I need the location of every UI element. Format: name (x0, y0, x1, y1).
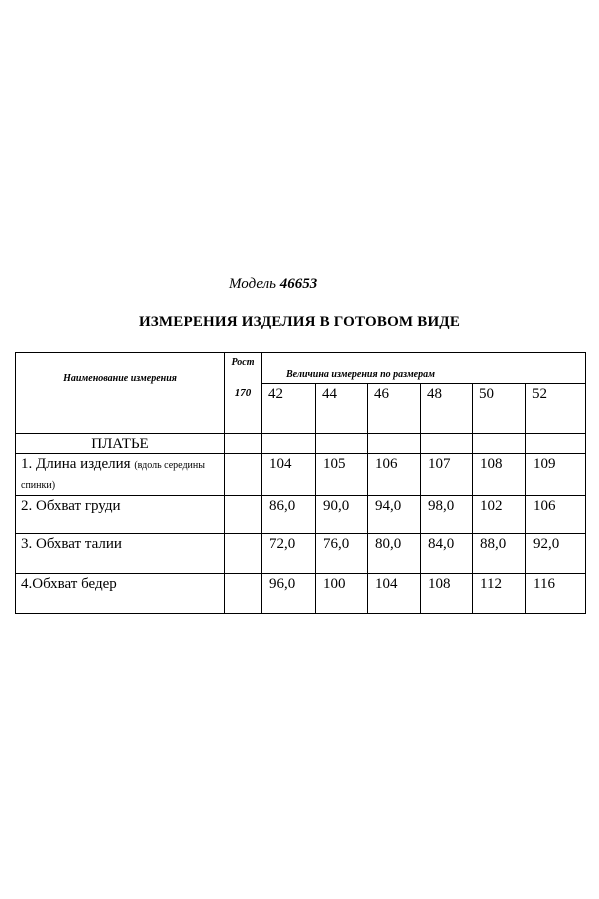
table-row (16, 496, 586, 534)
size-header-cell: 44 (316, 384, 368, 434)
height-cell (225, 574, 262, 614)
measurement-name-text: 2. Обхват груди (21, 498, 121, 514)
header-sizes: Величина измерения по размерам (262, 353, 586, 384)
value-cell: 104 (262, 454, 316, 496)
value-cell: 72,0 (262, 534, 316, 574)
header-measurement-name: Наименование измерения (16, 353, 225, 434)
section-label: ПЛАТЬЕ (16, 434, 225, 454)
measurement-name (16, 496, 225, 534)
measurement-name (16, 534, 225, 574)
header-height-value: 170 (234, 387, 252, 399)
measurement-name-text: 1. Длина изделия (21, 456, 131, 472)
height-cell (225, 454, 262, 496)
value-cell: 105 (316, 454, 368, 496)
value-cell: 104 (368, 574, 421, 614)
header-height (225, 353, 262, 434)
measurement-name-text: 3. Обхват талии (21, 536, 122, 552)
measurement-name-text: 4.Обхват бедер (21, 576, 117, 592)
section-row (16, 434, 586, 454)
model-label-text: Модель (229, 276, 277, 292)
height-cell (225, 496, 262, 534)
size-header-cell: 52 (526, 384, 586, 434)
size-header-cell: 48 (421, 384, 473, 434)
value-cell: 94,0 (368, 496, 421, 534)
measurements-table (15, 352, 586, 614)
measurement-name (16, 454, 225, 496)
value-cell: 107 (421, 454, 473, 496)
value-cell: 108 (473, 454, 526, 496)
value-cell: 88,0 (473, 534, 526, 574)
value-cell: 76,0 (316, 534, 368, 574)
size-header-cell: 46 (368, 384, 421, 434)
measurement-name (16, 574, 225, 614)
value-cell: 109 (526, 454, 586, 496)
size-header-cell: 50 (473, 384, 526, 434)
value-cell: 106 (368, 454, 421, 496)
value-cell: 116 (526, 574, 586, 614)
header-height-label: Рост (231, 357, 255, 368)
value-cell: 80,0 (368, 534, 421, 574)
table-row (16, 454, 586, 496)
value-cell: 86,0 (262, 496, 316, 534)
value-cell: 90,0 (316, 496, 368, 534)
model-number: 46653 (279, 276, 318, 292)
table-row (16, 534, 586, 574)
value-cell: 112 (473, 574, 526, 614)
value-cell: 108 (421, 574, 473, 614)
value-cell: 92,0 (526, 534, 586, 574)
value-cell: 98,0 (421, 496, 473, 534)
value-cell: 102 (473, 496, 526, 534)
size-header-cell: 42 (262, 384, 316, 434)
measurement-note: (вдоль середины спинки) (21, 460, 205, 491)
value-cell: 100 (316, 574, 368, 614)
model-label (229, 276, 317, 293)
height-cell (225, 534, 262, 574)
table-row (16, 574, 586, 614)
value-cell: 96,0 (262, 574, 316, 614)
document-title: ИЗМЕРЕНИЯ ИЗДЕЛИЯ В ГОТОВОМ ВИДЕ (138, 314, 461, 330)
value-cell: 106 (526, 496, 586, 534)
value-cell: 84,0 (421, 534, 473, 574)
